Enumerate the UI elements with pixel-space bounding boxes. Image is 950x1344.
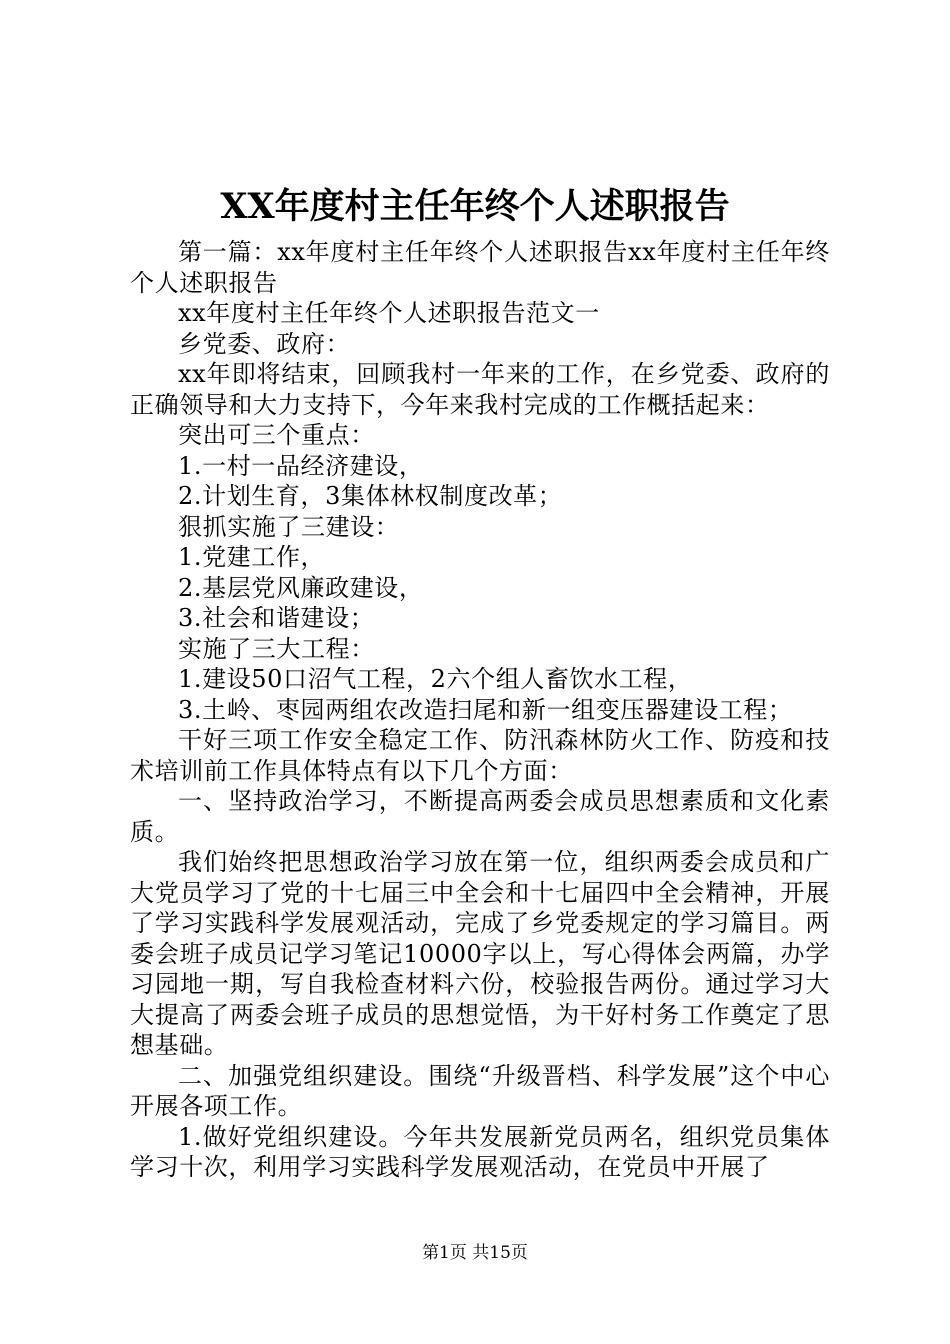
paragraph: 我们始终把思想政治学习放在第一位，组织两委会成员和广大党员学习了党的十七届三中全会和十七届四中全会精神，开展了学习实践科学发展观活动，完成了乡党委规定的学习篇目。两委会班子成员记学习笔记10000字以上，写心得体会两篇，办学习园地一期，写自我检查材料六份，校验报告两份。通过学习大大提高了两委会班子成员的思想觉悟，为干好村务工作奠定了思想基础。 [130,848,830,1059]
paragraph: 3.土岭、枣园两组农改造扫尾和新一组变压器建设工程； [178,695,793,724]
paragraph: 狠抓实施了三建设： [178,512,400,541]
paragraph: 2.计划生育，3集体林权制度改革； [178,482,563,510]
paragraph: 二、加强党组织建设。围绕“升级晋档、科学发展”这个中心开展各项工作。 [130,1061,830,1120]
paragraph: 1.建设50口沼气工程，2六个组人畜饮水工程， [178,665,693,693]
document-body [130,237,830,1183]
paragraph: 一、坚持政治学习，不断提高两委会成员思想素质和文化素质。 [130,787,830,846]
paragraph: 1.一村一品经济建设， [178,451,424,480]
paragraph: 乡党委、政府： [178,329,351,358]
page-footer: 第1页 共15页 [422,1243,528,1263]
paragraph: 实施了三大工程： [178,634,375,663]
paragraph: 2.基层党风廉政建设， [178,573,424,602]
paragraph: xx年即将结束，回顾我村一年来的工作，在乡党委、政府的正确领导和大力支持下，今年来我村完成的工作概括起来： [130,360,830,419]
document-title: XX年度村主任年终个人述职报告 [220,186,730,227]
paragraph: xx年度村主任年终个人述职报告范文一 [178,299,600,327]
paragraph: 1.党建工作， [178,543,326,571]
paragraph: 第一篇：xx年度村主任年终个人述职报告xx年度村主任年终个人述职报告 [130,238,830,297]
paragraph: 3.社会和谐建设； [178,604,375,632]
paragraph: 干好三项工作安全稳定工作、防汛森林防火工作、防疫和技术培训前工作具体特点有以下几个方面： [130,726,830,785]
paragraph: 突出可三个重点： [178,421,375,449]
paragraph: 1.做好党组织建设。今年共发展新党员两名，组织党员集体学习十次，利用学习实践科学发展观活动，在党员中开展了 [130,1122,830,1181]
